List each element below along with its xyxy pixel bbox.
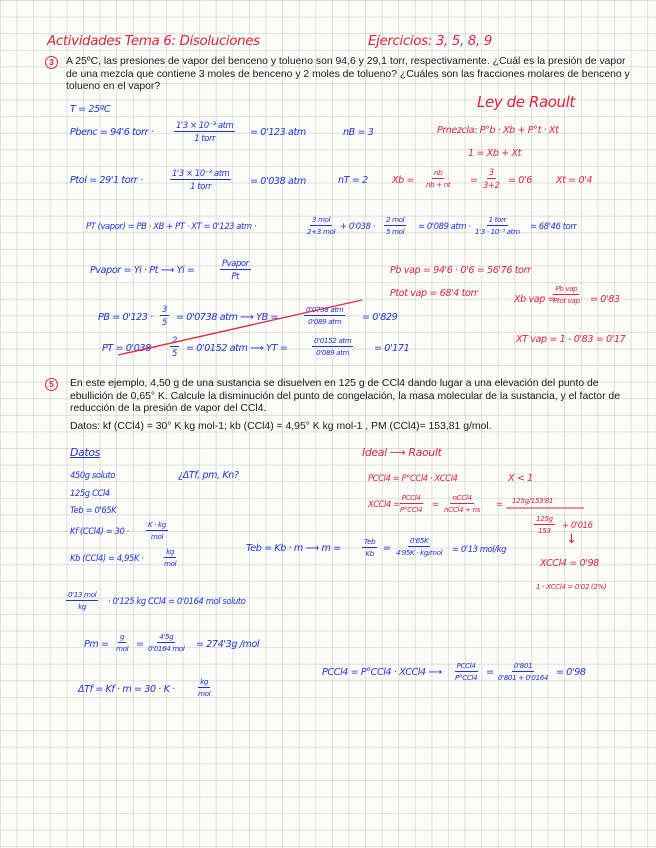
xb-fraction: $\frac{nb}{nb + nt}$ (426, 168, 451, 189)
pt-partial-eq: PT = 0'038 · (102, 343, 157, 354)
pvapor-fraction: Pvapor Pt (222, 258, 249, 281)
reduction-factor: 1 - XCCl4 = 0'02 (2%) (536, 582, 607, 591)
kb-fraction: kg mol (164, 547, 177, 568)
moles-benceno: nB = 3 (343, 127, 374, 138)
xccl4-result: XCCl4 = 0'98 (540, 558, 599, 569)
xccl4-denominator-plus: + 0'016 (562, 520, 593, 530)
xccl4-moles-fraction: nCCl4 nCCl4 + ns (444, 493, 481, 514)
xccl4-equals-1: = (432, 499, 439, 509)
yt-fraction: 0'0152 atm 0'089 atm (314, 336, 352, 357)
unknowns-question: ¿ΔTf, pm, Kn? (178, 470, 239, 481)
teb-fraction: Teb Kb (364, 537, 376, 558)
dtf-eq: ΔTf = Kf · m = 30 · K · (78, 684, 175, 695)
question-number-5: 5 (45, 378, 58, 391)
pm-result: = 274'3g /mol (196, 639, 260, 650)
xb-equals: = (470, 175, 478, 186)
yb-fraction: 0'0738 atm 0'089 atm (306, 305, 344, 326)
datos-heading: Datos (70, 446, 100, 459)
pvapor-eq: Pvapor = Yi · Pt ⟶ Yi = (90, 265, 195, 276)
pt-fraction-2: 2 mol 5 mol (386, 215, 405, 236)
dato-kf: Kf (CCl4) = 30 · (70, 526, 129, 536)
kf-fraction: K · kg mol (148, 520, 166, 541)
question-3-text: A 25ºC, las presiones de vapor del benceno y tolueno son 94,6 y 29,1 torr, respectivamente. ¿Cuál es la presión de vapor de una mezcla que contiene 3 moles de benceno y 2 moles de tolueno? ¿Cuáles son las fracciones molares de benceno y tolueno en el vapor? (66, 56, 630, 93)
pt-vapor-conv: = 0'089 atm · (418, 221, 471, 231)
pt-partial-mid: = 0'0152 atm ⟶ YT = (186, 343, 288, 354)
dtf-fraction: kg mol (198, 677, 211, 698)
pbenc-result: = 0'123 atm (250, 127, 306, 138)
pt-fraction-1: 3 mol 2+3 mol (307, 215, 336, 236)
pccl4-final-eq: PCCl4 = P°CCl4 · XCCl4 ⟶ (322, 667, 442, 678)
pmezcla-formula: Pmezcla: P°b · Xb + P°t · Xt (437, 125, 559, 136)
question-5-data: Datos: kf (CCl4) = 30° K kg mol-1; kb (CCl4) = 4,95° K kg mol-1 , PM (CCl4)= 153,81 g/mol. (70, 421, 492, 432)
ideal-raoult-heading: Ideal ⟶ Raoult (362, 446, 442, 459)
pccl4-final-fraction: PCCl4 P°CCl4 (455, 661, 478, 682)
yb-result: = 0'829 (362, 312, 398, 323)
xccl4-pressure-fraction: PCCl4 P°CCl4 (400, 493, 423, 514)
xb-vap-fraction: Pb vap Ptot vap (553, 284, 580, 305)
question-number-3: 3 (45, 56, 58, 69)
dato-ccl4: 125g CCl4 (70, 488, 110, 498)
xb-vap-label: Xb vap = (514, 294, 556, 305)
pt-fraction: $\frac{2}{5}$ (172, 335, 177, 358)
dato-kb: Kb (CCl4) = 4,95K · (70, 553, 144, 563)
pccl4-final-equals: = (486, 667, 494, 678)
moles-soluto-result: · 0'125 kg CCl4 = 0'0164 mol soluto (108, 596, 246, 606)
dato-soluto: 450g soluto (70, 470, 116, 480)
fraction-less-than-one: X < 1 (508, 473, 533, 484)
molar-fraction-sum: 1 = Xb + Xt (468, 148, 521, 159)
pbenc-fraction: 1'3 × 10⁻³ atm 1 torr (176, 120, 234, 143)
xccl4-equals-2: = (496, 499, 503, 509)
pb-partial-eq: PB = 0'123 · (98, 312, 153, 323)
dato-teb: Teb = 0'65K (70, 505, 117, 515)
molality-fraction: 0'13 mol kg (68, 590, 97, 611)
pb-fraction: $\frac{3}{5}$ (162, 304, 167, 327)
xb-fraction-values: $\frac{3}{3+2}$ (483, 167, 500, 190)
down-arrow-icon: ↓ (566, 532, 577, 547)
raoult-law-title: Ley de Raoult (477, 93, 575, 111)
molality-result: = 0'13 mol/kg (452, 544, 507, 554)
pm-fraction: g mol (116, 632, 129, 653)
pbenc-eq: Pbenc = 94'6 torr · (70, 127, 154, 138)
pb-vap-result: Pb vap = 94'6 · 0'6 = 56'76 torr (390, 265, 531, 276)
xb-vap-result: = 0'83 (590, 294, 620, 305)
pt-vapor-result: = 68'46 torr (530, 221, 577, 231)
ptol-result: = 0'038 atm (250, 176, 306, 187)
pm-fraction-values: 4'5g 0'0164 mol (148, 632, 185, 653)
pt-fraction-3: 1 torr 1'3 · 10⁻³ atm (475, 215, 520, 236)
teb-eq: Teb = Kb · m ⟶ m = (246, 543, 341, 554)
xccl4-label: XCCl4 = (368, 499, 400, 509)
pm-eq: Pm = (84, 639, 109, 650)
page-title: Actividades Tema 6: Disoluciones (47, 33, 260, 49)
xccl4-numerator: 125g/153'81 (512, 496, 554, 505)
ptot-vap-result: Ptot vap = 68'4 torr (390, 288, 478, 299)
xccl4-denominator-fraction: $\frac{125g}{153}$ (536, 514, 553, 535)
pt-vapor-eq: PT (vapor) = PB · XB + PT · XT = 0'123 atm · (86, 221, 257, 231)
yt-result: = 0'171 (374, 343, 410, 354)
xb-label: Xb = (392, 175, 415, 186)
pt-vapor-mid: + 0'038 · (340, 221, 376, 231)
xb-result: = 0'6 (508, 175, 532, 186)
question-5-text: En este ejemplo, 4,50 g de una sustancia se disuelven en 125 g de CCl4 dando lugar a una elevación del punto de ebullición de 0,65° K. Calcule la disminución del punto de congelación, la masa molecular de la sustancia, y el factor de reducción de la presión de vapor del CCl4. (70, 378, 620, 415)
teb-fraction-values: 0'65K 4'95K · kg/mol (396, 536, 443, 557)
pb-partial-mid: = 0'0738 atm ⟶ YB = (176, 312, 279, 323)
raoult-formula: PCCl4 = P°CCl4 · XCCl4 (368, 473, 458, 483)
temperature-note: T = 25ºC (70, 104, 111, 115)
pccl4-final-values-fraction: $\frac{0'801}{0'801 + 0'0164}$ (498, 661, 549, 682)
ptol-fraction: 1'3 × 10⁻³ atm 1 torr (172, 168, 230, 191)
ptol-eq: Ptol = 29'1 torr · (70, 175, 143, 186)
pccl4-final-result: = 0'98 (556, 667, 586, 678)
moles-tolueno: nT = 2 (338, 175, 368, 186)
xt-vap-result: XT vap = 1 - 0'83 = 0'17 (516, 334, 626, 345)
xt-result: Xt = 0'4 (556, 175, 593, 186)
teb-equals: = (383, 543, 391, 554)
exercise-list: Ejercicios: 3, 5, 8, 9 (368, 33, 492, 49)
pm-equals: = (136, 639, 144, 650)
